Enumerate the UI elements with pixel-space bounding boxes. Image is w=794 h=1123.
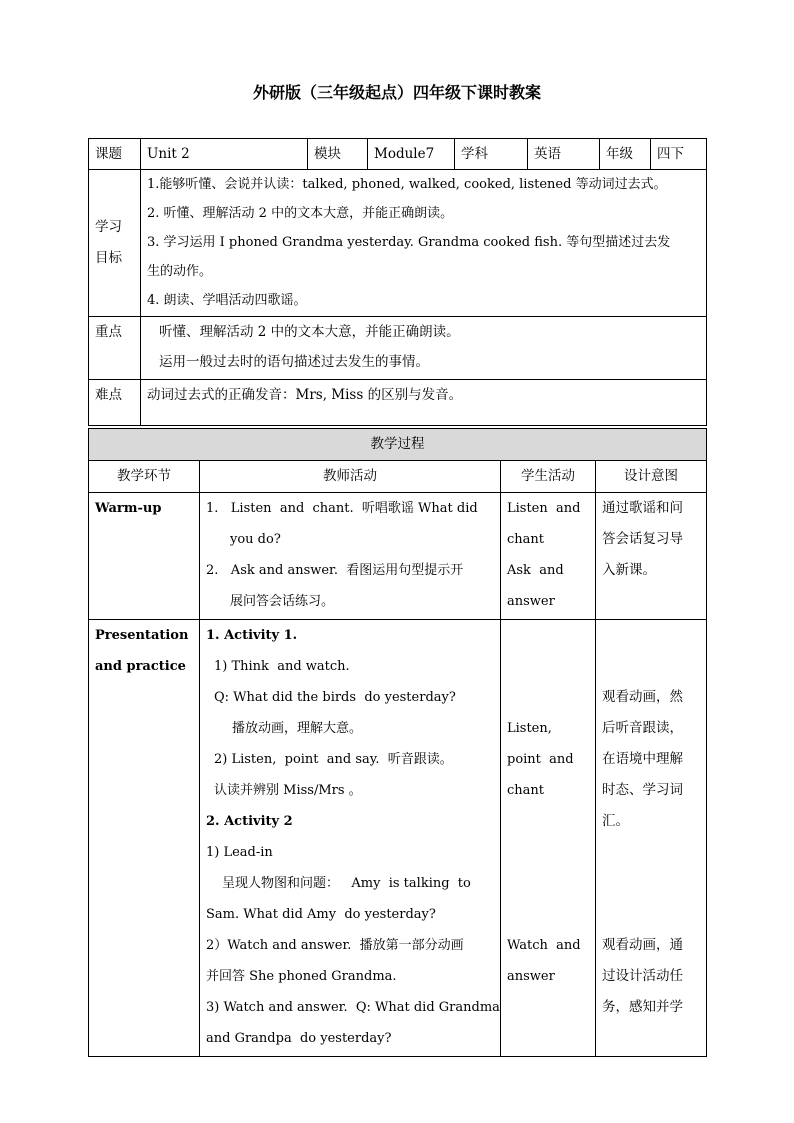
- objectives-label-2: 目标: [95, 250, 122, 266]
- student-line: chant: [507, 532, 545, 547]
- intent-line: 时态、学习词: [602, 782, 683, 798]
- student-line: point and: [507, 752, 574, 767]
- teacher-line: 2. Ask and answer. 看图运用句型提示开: [206, 563, 464, 578]
- key-points-label: 重点: [89, 317, 141, 380]
- teacher-line: Sam. What did Amy do yesterday?: [206, 907, 436, 922]
- column-header: 教师活动: [200, 461, 501, 493]
- intent-line: 务，感知并学: [602, 999, 683, 1015]
- intent-line: 通过歌谣和问: [602, 500, 683, 516]
- course-value: Unit 2: [141, 139, 308, 170]
- grade-label: 年级: [600, 139, 651, 170]
- student-line: chant: [507, 783, 545, 798]
- student-line: answer: [507, 594, 555, 609]
- column-header: 设计意图: [596, 461, 707, 493]
- warmup-stage: Warm-up: [89, 493, 200, 620]
- teacher-line: 2）Watch and answer. 播放第一部分动画: [206, 938, 464, 953]
- teacher-line: 展问答会话练习。: [230, 594, 335, 609]
- page-title: 外研版（三年级起点）四年级下课时教案: [252, 83, 541, 102]
- presentation-teacher: [200, 620, 501, 1057]
- process-table: [88, 428, 707, 1057]
- intent-line: 过设计活动任: [602, 968, 683, 984]
- warmup-student: [501, 493, 596, 620]
- intent-line: 汇。: [602, 813, 629, 829]
- course-label: 课题: [89, 139, 141, 170]
- teacher-line: 1. Listen and chant. 听唱歌谣 What did: [206, 501, 478, 516]
- warmup-teacher: [200, 493, 501, 620]
- grade-value: 四下: [651, 139, 707, 170]
- presentation-stage: [89, 620, 200, 1057]
- objective-line: 1.能够听懂、会说并认读：talked, phoned, walked, cooked, listened 等动词过去式。: [147, 177, 667, 192]
- key-point-line: 听懂、理解活动 2 中的文本大意，并能正确朗读。: [159, 324, 460, 340]
- column-header: 学生活动: [501, 461, 596, 493]
- objective-line: 3. 学习运用 I phoned Grandma yesterday. Grandma cooked fish. 等句型描述过去发: [147, 235, 671, 250]
- objective-line: 生的动作。: [147, 264, 213, 279]
- student-line: Watch and: [507, 938, 581, 953]
- objective-line: 2. 听懂、理解活动 2 中的文本大意，并能正确朗读。: [147, 206, 454, 221]
- objectives-content: [141, 170, 707, 317]
- column-header: 教学环节: [89, 461, 200, 493]
- presentation-intent: [596, 620, 707, 1057]
- student-line: Ask and: [507, 563, 564, 578]
- student-line: Listen,: [507, 721, 552, 736]
- info-table: [88, 138, 707, 426]
- teacher-line: you do?: [230, 532, 281, 547]
- subject-label: 学科: [455, 139, 528, 170]
- key-points-content: [141, 317, 707, 380]
- teacher-line: 认读并辨别 Miss/Mrs 。: [214, 783, 362, 798]
- key-point-line: 运用一般过去时的语句描述过去发生的事情。: [159, 354, 429, 370]
- student-line: answer: [507, 969, 555, 984]
- stage-line: Presentation: [95, 628, 189, 643]
- stage-line: and practice: [95, 659, 186, 674]
- teacher-line: 1. Activity 1.: [206, 628, 298, 643]
- teacher-line: 播放动画，理解大意。: [232, 721, 363, 736]
- intent-line: 后听音跟读，: [602, 720, 683, 736]
- intent-line: 入新课。: [602, 562, 656, 578]
- teacher-line: 1) Think and watch.: [214, 659, 350, 674]
- teacher-line: 并回答 She phoned Grandma.: [206, 969, 397, 984]
- teacher-line: 2) Listen, point and say. 听音跟读。: [214, 752, 453, 767]
- teacher-line: Q: What did the birds do yesterday?: [214, 690, 456, 705]
- objectives-label: [89, 170, 141, 317]
- intent-line: 答会话复习导: [602, 531, 683, 547]
- objective-line: 4. 朗读、学唱活动四歌谣。: [147, 293, 307, 308]
- teacher-line: and Grandpa do yesterday?: [206, 1031, 392, 1046]
- warmup-intent: [596, 493, 707, 620]
- intent-line: 在语境中理解: [602, 751, 683, 767]
- difficulties-content: 动词过去式的正确发音：Mrs, Miss 的区别与发音。: [141, 380, 707, 426]
- subject-value: 英语: [528, 139, 600, 170]
- module-value: Module7: [368, 139, 455, 170]
- teacher-line: 1) Lead-in: [206, 845, 273, 860]
- student-line: Listen and: [507, 501, 581, 516]
- objectives-label-1: 学习: [95, 219, 122, 235]
- intent-line: 观看动画，然: [602, 689, 683, 705]
- intent-line: 观看动画，通: [602, 937, 683, 953]
- teacher-line: 3) Watch and answer. Q: What did Grandma: [206, 1000, 500, 1015]
- process-header: 教学过程: [89, 429, 707, 461]
- module-label: 模块: [308, 139, 368, 170]
- teacher-line: 呈现人物图和问题： Amy is talking to: [222, 876, 471, 891]
- difficulties-label: 难点: [89, 380, 141, 426]
- presentation-student: [501, 620, 596, 1057]
- teacher-line: 2. Activity 2: [206, 814, 293, 829]
